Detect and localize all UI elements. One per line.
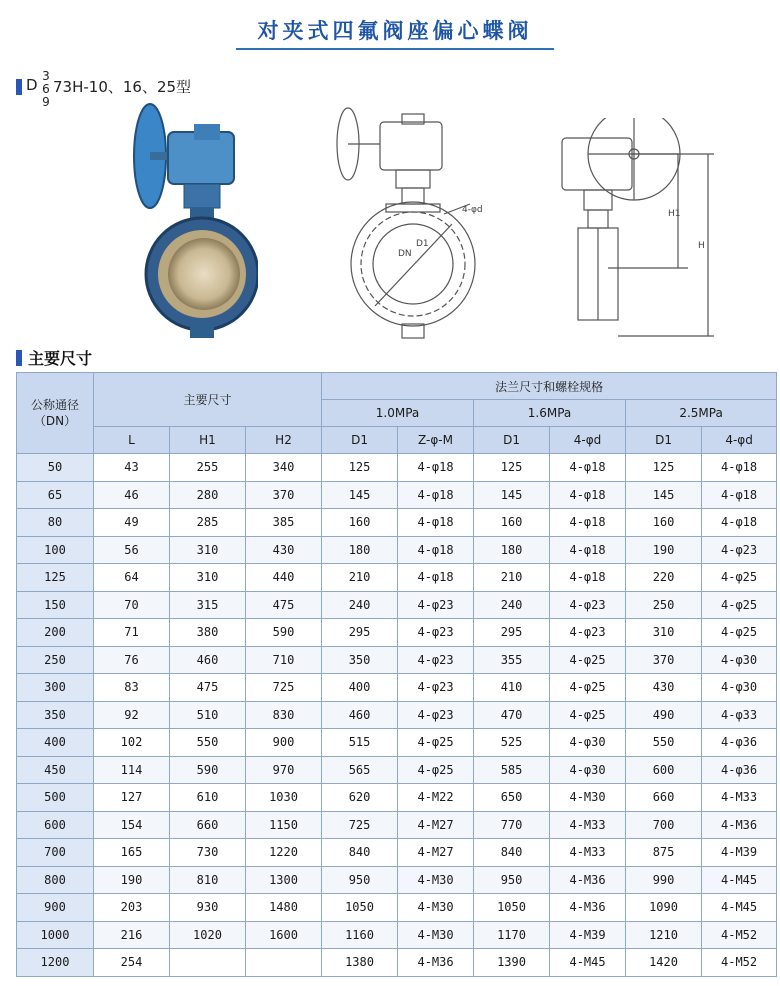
table-cell: 400: [322, 674, 398, 702]
table-cell: 4-M36: [702, 811, 777, 839]
table-cell: 810: [170, 866, 246, 894]
table-cell: 4-M52: [702, 921, 777, 949]
table-cell: 4-φ25: [702, 591, 777, 619]
table-cell: 900: [246, 729, 322, 757]
table-row: [17, 866, 777, 894]
table-cell: 4-φ18: [398, 536, 474, 564]
table-cell: 250: [626, 591, 702, 619]
table-cell: 4-M39: [550, 921, 626, 949]
table-row: [17, 894, 777, 922]
table-cell: 70: [94, 591, 170, 619]
table-cell: 4-M45: [550, 949, 626, 977]
table-row: [17, 536, 777, 564]
model-variant: 3: [42, 69, 50, 83]
table-cell: 440: [246, 564, 322, 592]
h1-label: H1: [668, 209, 681, 219]
section-marker: [16, 350, 22, 366]
table-cell: 725: [246, 674, 322, 702]
table-cell: 125: [474, 454, 550, 482]
table-cell: 430: [626, 674, 702, 702]
table-row: [17, 591, 777, 619]
table-row: [17, 701, 777, 729]
table-cell: 450: [17, 756, 94, 784]
table-cell: 310: [170, 564, 246, 592]
table-cell: 490: [626, 701, 702, 729]
table-cell: 4-M39: [702, 839, 777, 867]
table-cell: 180: [322, 536, 398, 564]
table-cell: 4-φ36: [702, 756, 777, 784]
table-cell: 525: [474, 729, 550, 757]
table-cell: 4-φ23: [398, 674, 474, 702]
header-col: H2: [246, 427, 322, 454]
table-cell: 4-φ18: [702, 481, 777, 509]
table-cell: 1600: [246, 921, 322, 949]
table-cell: 4-φ18: [550, 564, 626, 592]
table-cell: 295: [474, 619, 550, 647]
table-cell: 254: [94, 949, 170, 977]
header-col: D1: [322, 427, 398, 454]
table-cell: 350: [322, 646, 398, 674]
side-view-drawing: [548, 118, 728, 348]
table-cell: [170, 949, 246, 977]
table-cell: 4-M33: [550, 839, 626, 867]
table-cell: 4-φ18: [702, 454, 777, 482]
table-cell: 950: [322, 866, 398, 894]
table-cell: 1300: [246, 866, 322, 894]
table-cell: 240: [474, 591, 550, 619]
table-row: [17, 481, 777, 509]
table-cell: 1220: [246, 839, 322, 867]
table-cell: 4-M30: [398, 921, 474, 949]
header-col: 4-φd: [550, 427, 626, 454]
table-cell: 370: [246, 481, 322, 509]
table-cell: 475: [246, 591, 322, 619]
table-cell: 4-φ18: [398, 481, 474, 509]
table-cell: 1050: [474, 894, 550, 922]
table-cell: 4-φ18: [398, 454, 474, 482]
table-cell: 800: [17, 866, 94, 894]
table-cell: 1390: [474, 949, 550, 977]
model-variant: 6: [42, 82, 50, 96]
table-row: [17, 921, 777, 949]
header-pressure-1: 1.0MPa: [322, 400, 474, 427]
table-cell: 610: [170, 784, 246, 812]
front-view-drawing: [320, 96, 520, 346]
table-cell: 4-φ25: [550, 674, 626, 702]
table-row: [17, 509, 777, 537]
header-main-dimensions: 主要尺寸: [94, 373, 322, 427]
table-cell: 180: [474, 536, 550, 564]
table-cell: 4-φ18: [398, 509, 474, 537]
table-cell: 1020: [170, 921, 246, 949]
table-cell: 900: [17, 894, 94, 922]
table-row: [17, 674, 777, 702]
table-cell: 875: [626, 839, 702, 867]
table-cell: 1030: [246, 784, 322, 812]
table-cell: 300: [17, 674, 94, 702]
table-row: [17, 619, 777, 647]
header-col: L: [94, 427, 170, 454]
table-row: [17, 646, 777, 674]
table-cell: 160: [626, 509, 702, 537]
table-cell: 127: [94, 784, 170, 812]
table-cell: 1200: [17, 949, 94, 977]
section-title-text: 主要尺寸: [28, 349, 93, 368]
header-dn: 公称通径 （DN）: [17, 373, 94, 454]
table-cell: 650: [474, 784, 550, 812]
table-cell: 4-φ25: [702, 564, 777, 592]
table-cell: 203: [94, 894, 170, 922]
table-cell: 510: [170, 701, 246, 729]
table-cell: 4-φ25: [702, 619, 777, 647]
table-cell: 64: [94, 564, 170, 592]
table-cell: 840: [474, 839, 550, 867]
table-cell: 515: [322, 729, 398, 757]
table-cell: 210: [322, 564, 398, 592]
table-cell: 4-φ30: [702, 646, 777, 674]
table-cell: 700: [17, 839, 94, 867]
table-cell: 83: [94, 674, 170, 702]
table-cell: 4-φ18: [550, 509, 626, 537]
table-cell: 4-φ30: [702, 674, 777, 702]
table-cell: 285: [170, 509, 246, 537]
table-cell: 150: [17, 591, 94, 619]
table-cell: 250: [17, 646, 94, 674]
table-cell: 4-M36: [550, 866, 626, 894]
table-cell: 100: [17, 536, 94, 564]
table-cell: 565: [322, 756, 398, 784]
table-cell: 4-M45: [702, 866, 777, 894]
table-cell: 4-M30: [550, 784, 626, 812]
table-cell: 1090: [626, 894, 702, 922]
table-cell: 620: [322, 784, 398, 812]
table-cell: 660: [170, 811, 246, 839]
table-cell: 4-φ18: [398, 564, 474, 592]
table-cell: 660: [626, 784, 702, 812]
table-cell: 1210: [626, 921, 702, 949]
table-cell: 165: [94, 839, 170, 867]
table-cell: 725: [322, 811, 398, 839]
table-cell: 43: [94, 454, 170, 482]
table-cell: 310: [170, 536, 246, 564]
table-cell: 160: [474, 509, 550, 537]
table-cell: 475: [170, 674, 246, 702]
table-cell: 4-M30: [398, 866, 474, 894]
table-cell: 550: [626, 729, 702, 757]
table-cell: 125: [17, 564, 94, 592]
table-cell: 190: [94, 866, 170, 894]
table-cell: 310: [626, 619, 702, 647]
table-row: [17, 784, 777, 812]
table-cell: 56: [94, 536, 170, 564]
model-variant-stack: [40, 70, 52, 109]
header-col: Z-φ-M: [398, 427, 474, 454]
header-flange: 法兰尺寸和螺栓规格: [322, 373, 777, 400]
table-cell: 470: [474, 701, 550, 729]
table-cell: 154: [94, 811, 170, 839]
table-cell: 4-M36: [398, 949, 474, 977]
table-cell: 46: [94, 481, 170, 509]
table-cell: 1380: [322, 949, 398, 977]
table-cell: 4-M27: [398, 839, 474, 867]
table-cell: 410: [474, 674, 550, 702]
table-cell: 190: [626, 536, 702, 564]
table-cell: 240: [322, 591, 398, 619]
table-cell: 4-φ33: [702, 701, 777, 729]
section-title: [16, 346, 92, 369]
table-cell: 145: [322, 481, 398, 509]
table-cell: 220: [626, 564, 702, 592]
table-cell: 4-M22: [398, 784, 474, 812]
d1-label: D1: [416, 239, 429, 249]
table-cell: 400: [17, 729, 94, 757]
table-cell: 200: [17, 619, 94, 647]
table-cell: 4-φ36: [702, 729, 777, 757]
table-cell: 1170: [474, 921, 550, 949]
table-cell: 280: [170, 481, 246, 509]
table-cell: 585: [474, 756, 550, 784]
table-cell: 380: [170, 619, 246, 647]
table-cell: 590: [246, 619, 322, 647]
table-cell: 92: [94, 701, 170, 729]
table-cell: 460: [322, 701, 398, 729]
table-cell: 4-φ23: [398, 701, 474, 729]
table-cell: 950: [474, 866, 550, 894]
header-col: D1: [626, 427, 702, 454]
table-cell: 4-φ25: [398, 729, 474, 757]
table-cell: 160: [322, 509, 398, 537]
table-cell: 710: [246, 646, 322, 674]
page-title: 对夹式四氟阀座偏心蝶阀: [236, 14, 554, 50]
table-cell: 1150: [246, 811, 322, 839]
table-cell: 930: [170, 894, 246, 922]
table-cell: 430: [246, 536, 322, 564]
table-cell: 970: [246, 756, 322, 784]
table-cell: 4-φ23: [398, 619, 474, 647]
model-marker: [16, 79, 22, 95]
table-cell: 4-φ25: [550, 646, 626, 674]
bolt-spec-label: 4-φd: [462, 205, 483, 215]
table-cell: 4-φ23: [550, 591, 626, 619]
h-label: H: [698, 241, 705, 251]
table-row: [17, 839, 777, 867]
dimension-table: [16, 372, 777, 977]
table-cell: 4-M33: [702, 784, 777, 812]
table-cell: 770: [474, 811, 550, 839]
table-cell: 255: [170, 454, 246, 482]
table-cell: 4-φ18: [702, 509, 777, 537]
table-cell: 1000: [17, 921, 94, 949]
table-row: [17, 949, 777, 977]
table-cell: 4-φ25: [398, 756, 474, 784]
table-cell: 4-M36: [550, 894, 626, 922]
table-cell: 350: [17, 701, 94, 729]
table-cell: 1480: [246, 894, 322, 922]
table-cell: 4-φ18: [550, 481, 626, 509]
header-col: H1: [170, 427, 246, 454]
table-cell: 216: [94, 921, 170, 949]
table-cell: 4-M52: [702, 949, 777, 977]
table-cell: 125: [322, 454, 398, 482]
table-row: [17, 811, 777, 839]
table-cell: 145: [474, 481, 550, 509]
table-cell: [246, 949, 322, 977]
table-cell: 385: [246, 509, 322, 537]
header-pressure-2: 1.6MPa: [474, 400, 626, 427]
table-cell: 65: [17, 481, 94, 509]
model-prefix: D: [26, 76, 38, 94]
model-variant: 9: [42, 95, 50, 109]
table-cell: 114: [94, 756, 170, 784]
header-col: D1: [474, 427, 550, 454]
header-pressure-3: 2.5MPa: [626, 400, 777, 427]
table-cell: 4-φ30: [550, 729, 626, 757]
table-row: [17, 564, 777, 592]
table-cell: 990: [626, 866, 702, 894]
table-cell: 145: [626, 481, 702, 509]
table-cell: 4-φ18: [550, 454, 626, 482]
table-cell: 4-M30: [398, 894, 474, 922]
table-cell: 210: [474, 564, 550, 592]
table-row: [17, 454, 777, 482]
table-cell: 102: [94, 729, 170, 757]
table-cell: 830: [246, 701, 322, 729]
table-cell: 4-M27: [398, 811, 474, 839]
table-row: [17, 756, 777, 784]
table-cell: 71: [94, 619, 170, 647]
table-cell: 49: [94, 509, 170, 537]
table-cell: 460: [170, 646, 246, 674]
table-cell: 4-φ23: [398, 646, 474, 674]
table-cell: 4-φ23: [398, 591, 474, 619]
table-cell: 1050: [322, 894, 398, 922]
table-cell: 315: [170, 591, 246, 619]
table-cell: 125: [626, 454, 702, 482]
table-row: [17, 729, 777, 757]
table-cell: 590: [170, 756, 246, 784]
table-cell: 4-M45: [702, 894, 777, 922]
table-cell: 50: [17, 454, 94, 482]
table-cell: 840: [322, 839, 398, 867]
table-cell: 4-M33: [550, 811, 626, 839]
table-cell: 730: [170, 839, 246, 867]
model-suffix: 73H-10、16、25型: [53, 78, 192, 96]
table-cell: 370: [626, 646, 702, 674]
table-cell: 4-φ23: [550, 619, 626, 647]
table-cell: 600: [626, 756, 702, 784]
table-cell: 355: [474, 646, 550, 674]
table-cell: 1420: [626, 949, 702, 977]
table-cell: 4-φ18: [550, 536, 626, 564]
table-cell: 80: [17, 509, 94, 537]
table-cell: 500: [17, 784, 94, 812]
table-cell: 600: [17, 811, 94, 839]
table-cell: 4-φ25: [550, 701, 626, 729]
table-cell: 550: [170, 729, 246, 757]
table-cell: 340: [246, 454, 322, 482]
table-cell: 295: [322, 619, 398, 647]
table-cell: 1160: [322, 921, 398, 949]
table-cell: 76: [94, 646, 170, 674]
dn-label: DN: [398, 249, 412, 259]
table-cell: 4-φ30: [550, 756, 626, 784]
valve-photo: [128, 94, 258, 342]
table-cell: 4-φ23: [702, 536, 777, 564]
header-col: 4-φd: [702, 427, 777, 454]
table-cell: 700: [626, 811, 702, 839]
